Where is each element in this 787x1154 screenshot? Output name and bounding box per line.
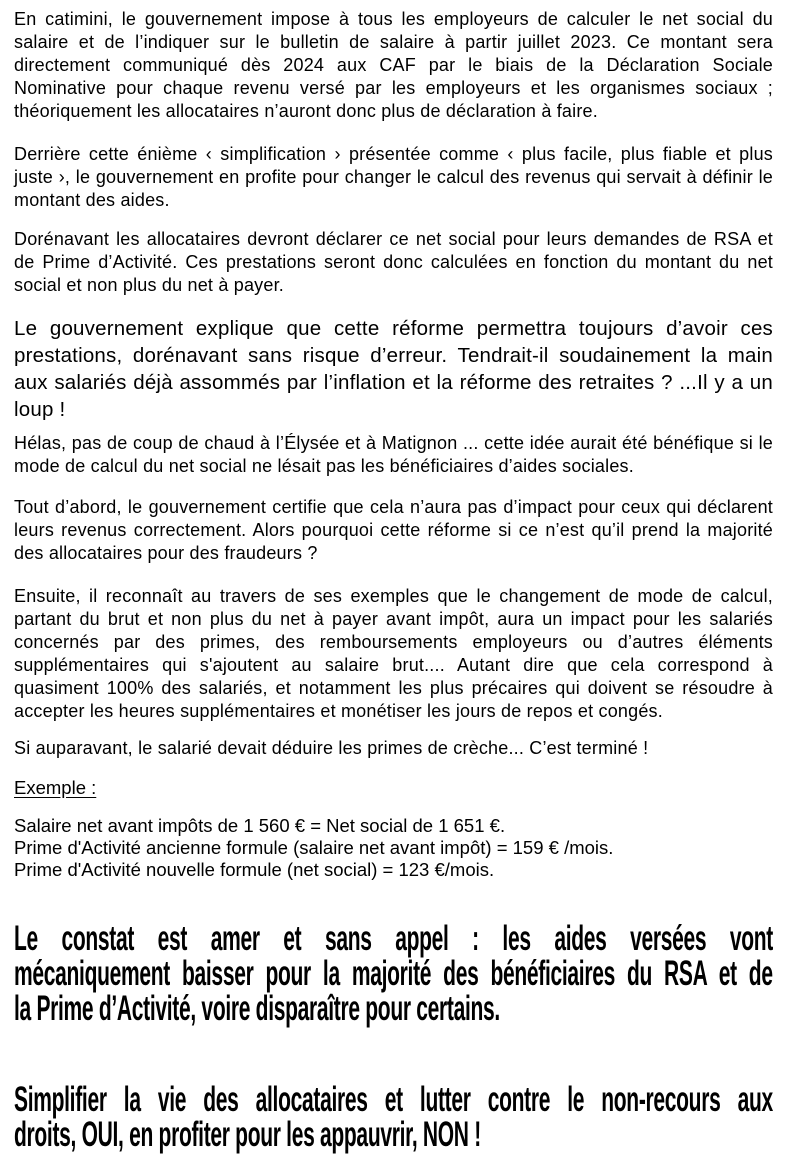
- headline-row: [14, 1082, 773, 1117]
- paragraph-tout-dabord: Tout d’abord, le gouvernement certifie que cela n’aura pas d’impact pour ceux qui déclarent leurs revenus correctement. Alors pourquoi cette réforme si ce n’est qu’il prend la majorité des allocataires pour des fraudeurs ?: [14, 497, 773, 563]
- paragraph-gouvernement-explique: Le gouvernement explique que cette réforme permettra toujours d’avoir ces prestations, dorénavant sans risque d’erreur. Tendrait-il soudainement la main aux salariés déjà assommés par l’inflation et la réforme des retraites ? ...Il y a un loup !: [14, 317, 773, 421]
- example-block: [14, 815, 773, 881]
- headline-constat: [14, 921, 773, 1026]
- example-line-nouvelle-formule: Prime d'Activité nouvelle formule (net social) = 123 €/mois.: [14, 859, 495, 880]
- headline-line: droits, OUI, en profiter pour les appauvrir, NON !: [14, 1115, 481, 1154]
- headline-row: [14, 1117, 773, 1152]
- example-line-salaire: Salaire net avant impôts de 1 560 € = Net social de 1 651 €.: [14, 815, 506, 836]
- headline-row: [14, 956, 773, 991]
- headline-row: [14, 921, 773, 956]
- headline-line: Simplifier la vie des allocataires et lutter contre le non-recours aux: [14, 1080, 773, 1119]
- paragraph-helas: Hélas, pas de coup de chaud à l’Élysée et à Matignon ... cette idée aurait été bénéfique si le mode de calcul du net social ne lésait pas les bénéficiaires d’aides sociales.: [14, 433, 773, 476]
- example-heading-label: Exemple :: [14, 777, 97, 798]
- paragraph-primes-creche: Si auparavant, le salarié devait déduire les primes de crèche... C’est terminé !: [14, 738, 649, 758]
- paragraph-net-social-intro: En catimini, le gouvernement impose à tous les employeurs de calculer le net social du salaire et de l’indiquer sur le bulletin de salaire à partir juillet 2023. Ce montant sera directement communiqué dès 2024 aux CAF par le biais de la Déclaration Sociale Nominative pour chaque revenu versé par les employeurs et les organismes sociaux ; théoriquement les allocataires n’auront donc plus de déclaration à faire.: [14, 9, 773, 121]
- headline-line: mécaniquement baisser pour la majorité des bénéficiaires du RSA et de: [14, 954, 773, 993]
- headline-line: la Prime d’Activité, voire disparaître pour certains.: [14, 989, 500, 1028]
- paragraph-ensuite: Ensuite, il reconnaît au travers de ses exemples que le changement de mode de calcul, partant du brut et non plus du net à payer avant impôt, aura un impact pour les salariés concernés par des primes, des remboursements employeurs ou d’autres éléments supplémentaires qui s'ajoutent au salaire brut.... Autant dire que cela correspond à quasiment 100% des salariés, et notamment les plus précaires qui doivent se résoudre à accepter les heures supplémentaires et monétiser les jours de repos et congés.: [14, 586, 773, 721]
- headline-row: [14, 991, 773, 1026]
- headline-line: Le constat est amer et sans appel : les aides versées vont: [14, 919, 773, 958]
- example-line-ancienne-formule: Prime d'Activité ancienne formule (salaire net avant impôt) = 159 € /mois.: [14, 837, 614, 858]
- paragraph-simplification: Derrière cette énième ‹ simplification › présentée comme ‹ plus facile, plus fiable et plus juste ›, le gouvernement en profite pour changer le calcul des revenus qui servait à définir le montant des aides.: [14, 144, 773, 210]
- paragraph-declaration-rsa: Dorénavant les allocataires devront déclarer ce net social pour leurs demandes de RSA et de Prime d’Activité. Ces prestations seront donc calculées en fonction du montant du net social et non plus du net à payer.: [14, 229, 773, 295]
- headline-simplifier: [14, 1082, 773, 1152]
- example-heading: [14, 776, 773, 799]
